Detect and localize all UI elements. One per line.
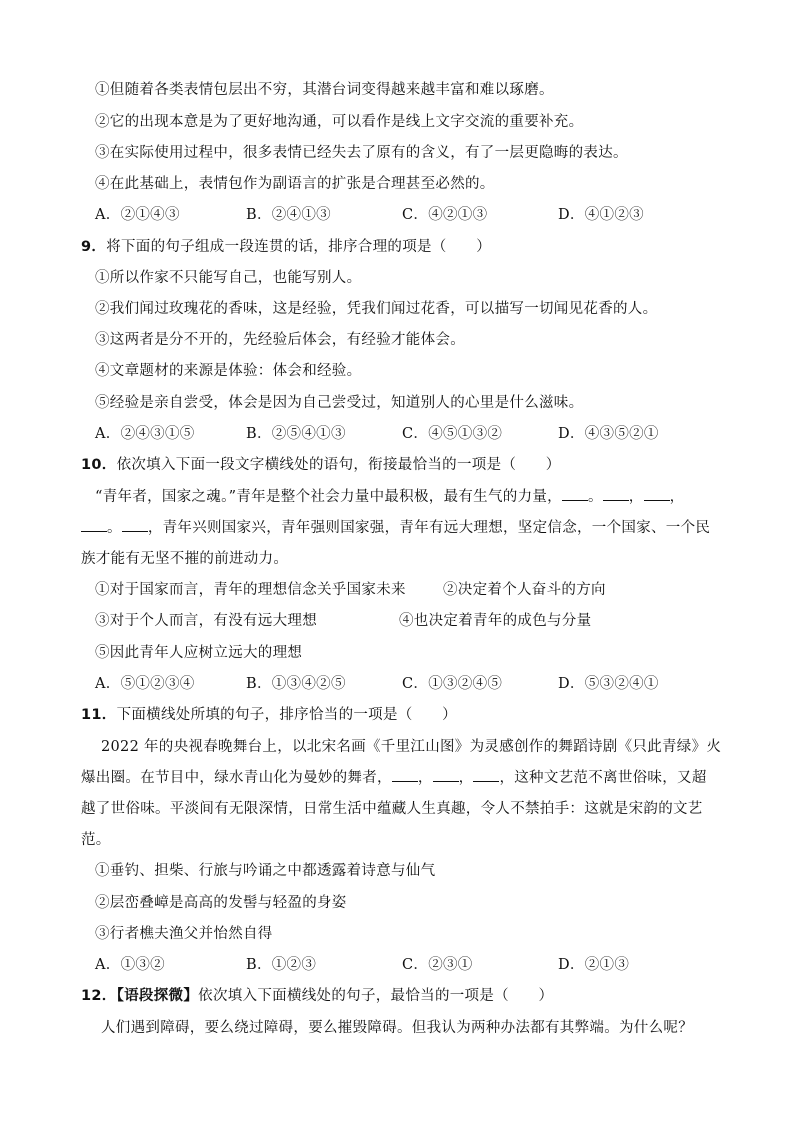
q9-item-3: ③这两者是分不开的，先经验后体会，有经验才能体会。 <box>95 332 465 348</box>
q9-option-d[interactable]: D．④③⑤②① <box>558 426 659 442</box>
q10-blank-1[interactable] <box>562 487 588 501</box>
q8-option-a[interactable]: A．②①④③ <box>95 207 180 223</box>
q8-item-2: ②它的出现本意是为了更好地沟通，可以看作是线上文字交流的重要补充。 <box>95 114 584 130</box>
q11-option-b[interactable]: B．①②③ <box>246 957 317 973</box>
q11-option-a[interactable]: A．①③② <box>95 957 165 973</box>
q11-stem-text: 下面横线处所填的句子，排序恰当的一项是（ ） <box>116 707 457 723</box>
q10-stem <box>81 455 561 475</box>
q11-blank-1[interactable] <box>392 768 418 782</box>
q11-stem <box>81 705 457 725</box>
q11-passage-line-2: 爆出圈。在节目中，绿水青山化为曼妙的舞者， ， ， ，这种文艺范不离世俗味，又超 <box>81 770 707 786</box>
q11-passage-line-1: 2022 年的央视春晚舞台上，以北宋名画《千里江山图》为灵感创作的舞蹈诗剧《只此青绿》火 <box>101 739 722 755</box>
q8-option-c[interactable]: C．④②①③ <box>402 207 488 223</box>
q10-passage-line-3: 族才能有无坚不摧的前进动力。 <box>81 551 289 567</box>
q9-option-b[interactable]: B．②⑤④①③ <box>246 426 346 442</box>
q10-number: 10． <box>81 457 117 473</box>
q9-item-2: ②我们闻过玫瑰花的香味，这是经验，凭我们闻过花香，可以描写一切闻见花香的人。 <box>95 301 658 317</box>
q8-option-d[interactable]: D．④①②③ <box>558 207 644 223</box>
q12-number: 12． <box>81 988 117 1004</box>
q9-number: 9． <box>81 239 107 255</box>
q10-passage-line-2: 。 ，青年兴则国家兴，青年强则国家强，青年有远大理想，坚定信念，一个国家、一个民 <box>81 518 710 538</box>
q8-item-1: ①但随着各类表情包层出不穷，其潜台词变得越来越丰富和难以琢磨。 <box>95 82 554 98</box>
q9-stem <box>81 237 491 257</box>
q8-item-4: ④在此基础上，表情包作为副语言的扩张是合理甚至必然的。 <box>95 176 495 192</box>
q10-passage-1a: “青年者，国家之魂。”青年是整个社会力量中最积极，最有生气的力量， <box>95 489 562 505</box>
q12-passage-line-1: 人们遇到障碍，要么绕过障碍，要么摧毁障碍。但我认为两种办法都有其弊端。为什么呢？ <box>101 1020 693 1036</box>
q10-option-c[interactable]: C．①③②④⑤ <box>402 676 503 692</box>
q11-number: 11． <box>81 707 117 723</box>
q9-stem-text: 将下面的句子组成一段连贯的话，排序合理的项是（ ） <box>106 239 492 255</box>
q10-item-5: ⑤因此青年人应树立远大的理想 <box>95 645 303 661</box>
q10-option-a[interactable]: A．⑤①②③④ <box>95 676 195 692</box>
q8-option-b[interactable]: B．②④①③ <box>246 207 331 223</box>
q9-option-c[interactable]: C．④⑤①③② <box>402 426 503 442</box>
q10-blank-2[interactable] <box>603 487 629 501</box>
q10-passage-line-1: “青年者，国家之魂。”青年是整个社会力量中最积极，最有生气的力量， 。 ， ， <box>95 489 685 505</box>
q10-blank-5[interactable] <box>122 518 148 532</box>
q10-option-d[interactable]: D．⑤③②④① <box>558 676 659 692</box>
q10-item-3: ③对于个人而言，有没有远大理想 <box>95 613 317 629</box>
q12-stem <box>81 986 553 1006</box>
q11-passage-line-4: 范。 <box>81 832 111 848</box>
q12-stem-text: 依次填入下面横线处的句子，最恰当的一项是（ ） <box>198 988 554 1004</box>
q11-blank-2[interactable] <box>433 768 459 782</box>
q11-option-d[interactable]: D．②①③ <box>558 957 630 973</box>
q10-item-2: ②决定着个人奋斗的方向 <box>443 582 606 598</box>
q10-stem-text: 依次填入下面一段文字横线处的语句，衔接最恰当的一项是（ ） <box>116 457 561 473</box>
q8-item-3: ③在实际使用过程中，很多表情已经失去了原有的含义，有了一层更隐晦的表达。 <box>95 145 628 161</box>
q11-passage-2b: ，这种文艺范不离世俗味，又超 <box>499 770 707 786</box>
q11-item-1: ①垂钓、担柴、行旅与吟诵之中都透露着诗意与仙气 <box>95 863 436 879</box>
q9-option-a[interactable]: A．②④③①⑤ <box>95 426 195 442</box>
q10-blank-4[interactable] <box>81 518 107 532</box>
q10-item-4: ④也决定着青年的成色与分量 <box>399 613 592 629</box>
q10-item-1: ①对于国家而言，青年的理想信念关乎国家未来 <box>95 582 406 598</box>
q10-option-b[interactable]: B．①③④②⑤ <box>246 676 346 692</box>
q11-item-2: ②层峦叠嶂是高高的发髻与轻盈的身姿 <box>95 895 347 911</box>
q12-tag: 【语段探微】 <box>116 987 199 1004</box>
q10-passage-2b: ，青年兴则国家兴，青年强则国家强，青年有远大理想，坚定信念，一个国家、一个民 <box>147 520 711 536</box>
q9-item-5: ⑤经验是亲自尝受，体会是因为自己尝受过，知道别人的心里是什么滋味。 <box>95 395 584 411</box>
q9-item-1: ①所以作家不只能写自己，也能写别人。 <box>95 270 362 286</box>
q11-blank-3[interactable] <box>473 768 499 782</box>
q11-option-c[interactable]: C．②③① <box>402 957 473 973</box>
q9-item-4: ④文章题材的来源是体验：体会和经验。 <box>95 363 362 379</box>
q11-passage-line-3: 越了世俗味。平淡间有无限深情，日常生活中蕴藏人生真趣，令人不禁拍手：这就是宋韵的文艺 <box>81 801 703 817</box>
q10-blank-3[interactable] <box>644 487 670 501</box>
q11-passage-2a: 爆出圈。在节目中，绿水青山化为曼妙的舞者， <box>81 770 392 786</box>
q11-item-3: ③行者樵夫渔父并怡然自得 <box>95 926 273 942</box>
